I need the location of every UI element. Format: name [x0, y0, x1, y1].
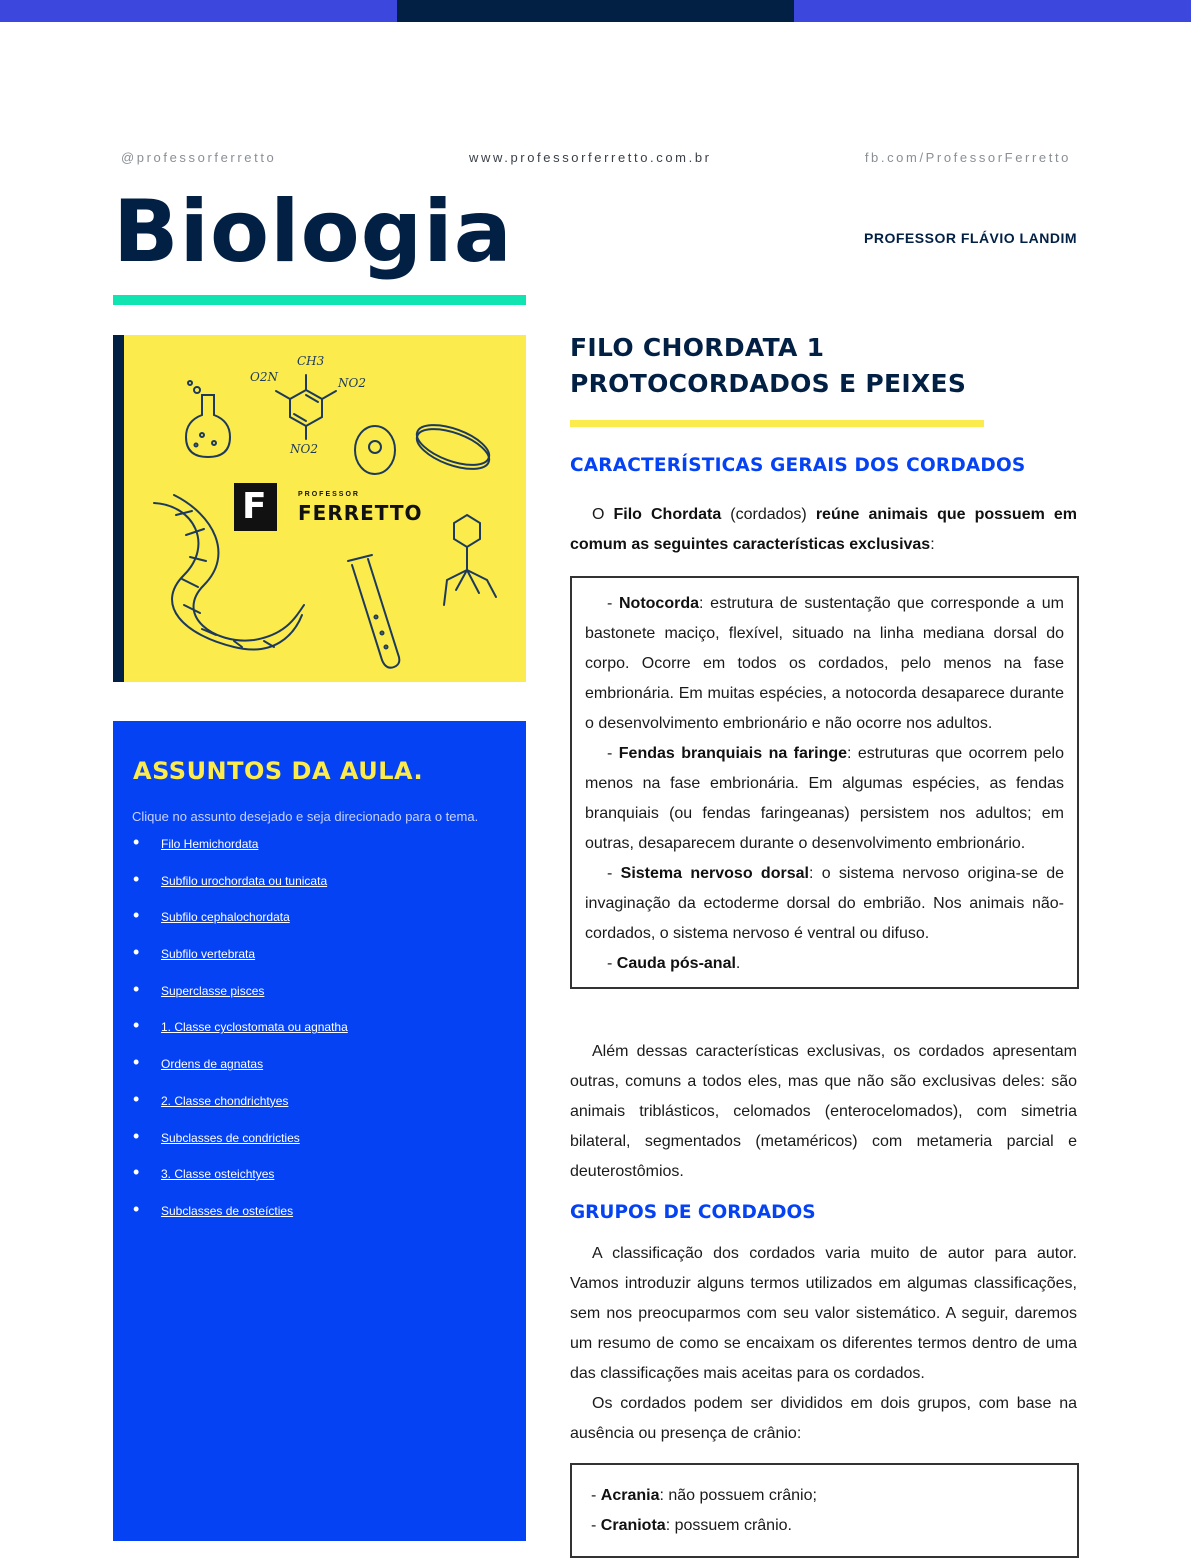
sistema-text: : o sistema nervoso origina-se de invaginação da ectoderme dorsal do embrião. Nos animais não-cordados, o sistema nervoso é ventral ou difuso. — [585, 865, 1065, 942]
topic-item — [133, 905, 513, 945]
intro-text-2: (cordados) — [721, 506, 816, 523]
cauda-text: . — [735, 955, 741, 972]
topic-item — [133, 1015, 513, 1055]
intro-text-3: : — [930, 536, 935, 553]
acrania-term: Acrania — [600, 1487, 660, 1504]
ferretto-logo-mark — [234, 483, 277, 531]
topic-link[interactable]: Subfilo urochordata ou tunicata — [161, 873, 328, 888]
acrania-text: : não possuem crânio; — [659, 1487, 817, 1504]
topic-link[interactable]: Filo Hemichordata — [161, 837, 259, 851]
top-bar-segment-left — [0, 0, 397, 22]
topic-link[interactable]: 1. Classe cyclostomata ou agnatha — [161, 1020, 348, 1035]
paragraph-4-text: Os cordados podem ser divididos em dois grupos, com base na ausência ou presença de crânio: — [570, 1395, 1077, 1442]
topic-item — [133, 1162, 513, 1202]
section-title-caracteristicas: CARACTERÍSTICAS GERAIS DOS CORDADOS — [570, 455, 1026, 476]
dash: - — [607, 745, 619, 762]
groups-box — [570, 1463, 1079, 1558]
formula-ch3: CH3 — [297, 354, 325, 368]
bullet-icon: • — [133, 1052, 140, 1073]
notocorda-text: : estrutura de sustentação que corresponde a um bastonete maciço, flexível, situado na linha mediana dorsal do corpo. Ocorre em todos os cordados, pelo menos na fase embrionária. Em muitas espécies, a notocorda desaparece durante o desenvolvimento embrionário e não ocorre nos adultos. — [585, 595, 1064, 732]
page-title: Biologia — [113, 182, 513, 282]
paragraph-additional-characteristics — [570, 1037, 1077, 1187]
topics-instructions: Clique no assunto desejado e seja direcionado para o tema. — [132, 809, 479, 824]
top-bar-segment-right — [794, 0, 1191, 22]
topic-link[interactable]: Subfilo vertebrata — [161, 947, 256, 962]
dash: - — [591, 1487, 601, 1504]
top-bar-segment-middle — [397, 0, 794, 22]
bullet-icon: • — [133, 832, 140, 852]
top-color-bar — [0, 0, 1191, 22]
flask-icon — [186, 381, 230, 457]
paragraph-2-text: Além dessas características exclusivas, os cordados apresentam outras, comuns a todos eles, mas que não são exclusivas deles: são animais triblásticos, celomados (enterocelomados), com simetria bilateral, segmentados (metaméricos) com metameria parcial e deuterostômios. — [570, 1043, 1077, 1180]
dash: - — [607, 955, 617, 972]
topic-link[interactable]: 2. Classe chondrichtyes — [161, 1093, 289, 1108]
intro-bold-2: reúne animais que possuem em comum as seguintes características exclusivas — [570, 506, 1077, 553]
fendas-term: Fendas branquiais na faringe — [618, 745, 848, 762]
petri-dish-icon — [412, 417, 494, 477]
intro-text-1: O — [592, 506, 614, 523]
chapter-underline — [570, 420, 984, 427]
topic-item — [133, 1125, 513, 1166]
test-tube-icon — [348, 555, 399, 668]
paragraph-3-text: A classificação dos cordados varia muito de autor para autor. Vamos introduzir alguns termos utilizados em algumas classificações, sem nos preocuparmos com seu valor sistemático. A seguir, daremos um resumo de como se encaixam os diferentes termos dentro de uma das classificações mais aceitas para os cordados. — [570, 1245, 1077, 1382]
hero-side-stripe — [113, 335, 124, 682]
virus-icon — [444, 515, 496, 605]
topics-list — [133, 832, 513, 1239]
topic-link[interactable]: 3. Classe osteichtyes — [161, 1167, 275, 1182]
facebook-link[interactable]: fb.com/ProfessorFerretto — [864, 150, 1071, 165]
logo-small-text: PROFESSOR — [298, 491, 360, 498]
bullet-icon: • — [133, 1198, 140, 1219]
bullet-icon: • — [133, 868, 140, 889]
bullet-icon: • — [133, 978, 140, 999]
topic-link[interactable]: Ordens de agnatas — [161, 1057, 264, 1072]
formula-no2-right: NO2 — [338, 376, 366, 390]
dash: - — [607, 865, 621, 882]
professor-name: PROFESSOR FLÁVIO LANDIM — [864, 230, 1077, 246]
intro-bold-1: Filo Chordata — [613, 506, 722, 523]
topic-link[interactable]: Subfilo cephalochordata — [161, 910, 290, 925]
cauda-item — [585, 949, 1064, 979]
topics-panel — [113, 721, 526, 1541]
topic-item — [133, 868, 513, 909]
topic-item — [133, 1198, 513, 1239]
topic-item — [133, 978, 513, 1019]
dash: - — [591, 1517, 601, 1534]
hero-banner — [113, 335, 526, 682]
topics-heading: ASSUNTOS DA AULA. — [133, 757, 424, 785]
chapter-title-line1: FILO CHORDATA 1 — [570, 333, 825, 362]
topic-link[interactable]: Subclasses de osteícties — [161, 1203, 294, 1218]
chapter-title-block — [570, 330, 1077, 402]
title-underline — [113, 295, 526, 305]
sistema-item — [585, 859, 1064, 949]
paragraph-classification — [570, 1239, 1077, 1449]
characteristics-box — [570, 576, 1079, 989]
topic-item — [133, 942, 513, 982]
fendas-item — [585, 739, 1064, 859]
topic-link[interactable]: Subclasses de condricties — [161, 1130, 300, 1145]
section-title-grupos: GRUPOS DE CORDADOS — [570, 1202, 816, 1223]
bullet-icon: • — [133, 1125, 140, 1146]
formula-o2n: O2N — [250, 370, 278, 384]
topic-link[interactable]: Superclasse pisces — [161, 983, 265, 998]
craniota-text: : possuem crânio. — [665, 1517, 792, 1534]
acrania-item — [585, 1481, 1064, 1511]
logo-letter: F — [242, 486, 267, 527]
notocorda-item — [585, 589, 1064, 739]
formula-no2-bottom: NO2 — [290, 442, 318, 456]
craniota-term: Craniota — [600, 1517, 666, 1534]
intro-paragraph — [570, 500, 1077, 560]
sistema-term: Sistema nervoso dorsal — [620, 865, 809, 882]
website-link[interactable]: www.professorferretto.com.br — [469, 150, 712, 165]
chapter-title-line2: PROTOCORDADOS E PEIXES — [570, 369, 967, 398]
bullet-icon: • — [133, 1088, 140, 1109]
topic-item — [133, 1052, 513, 1092]
topic-item — [133, 1088, 513, 1129]
dna-helix-icon — [154, 495, 304, 649]
bullet-icon: • — [133, 905, 140, 926]
instagram-handle[interactable]: @professorferretto — [121, 150, 277, 165]
fendas-text: : estruturas que ocorrem pelo menos na fase embrionária. Em algumas espécies, as fendas branquiais (ou fendas faringeanas) persistem nos adultos; em outras, desaparecem durante o desenvolvimento embrionário. — [585, 745, 1064, 852]
logo-big-text: FERRETTO — [298, 501, 423, 525]
bullet-icon: • — [133, 942, 140, 963]
cell-icon — [355, 426, 395, 474]
topic-item — [133, 832, 513, 872]
bullet-icon: • — [133, 1015, 140, 1036]
bullet-icon: • — [133, 1162, 140, 1183]
dash: - — [607, 595, 619, 612]
cauda-term: Cauda pós-anal — [616, 955, 736, 972]
notocorda-term: Notocorda — [618, 595, 699, 612]
craniota-item — [585, 1511, 1064, 1541]
molecule-icon — [276, 375, 336, 439]
